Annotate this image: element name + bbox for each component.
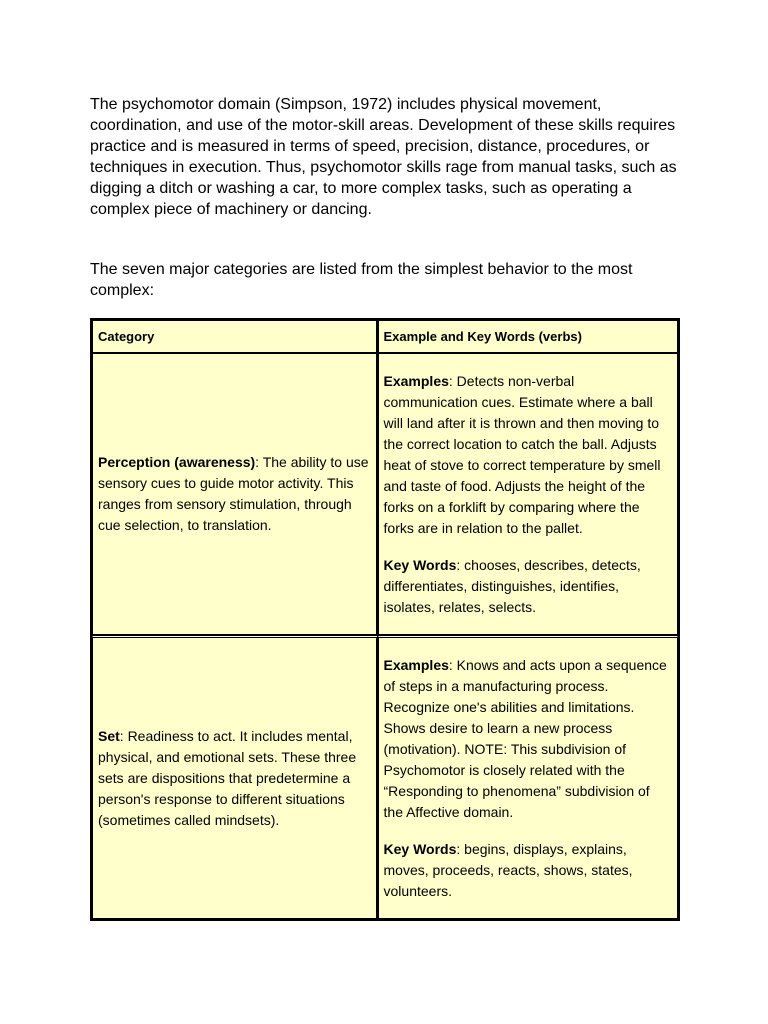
intro-paragraph-2: The seven major categories are listed from the simplest behavior to the most complex:	[90, 261, 633, 299]
category-title: Perception (awareness)	[98, 454, 256, 470]
category-description: : Readiness to act. It includes mental, physical, and emotional sets. These three sets are dispositions that predetermine a person's response to different situations (sometimes called mindsets).	[98, 727, 357, 828]
keywords-paragraph	[384, 555, 672, 618]
examples-paragraph	[384, 371, 672, 539]
examples-text: : Detects non-verbal communication cues. Estimate where a ball will land after it is thrown and then moving to the correct location to catch the ball. Adjusts heat of stove to correct temperature by smell and taste of food. Adjusts the height of the forks on a forklift by comparing where the forks are in relation to the pallet.	[383, 372, 661, 536]
keywords-label: Key Words	[383, 840, 457, 857]
examples-cell	[378, 353, 678, 635]
keywords-text: : begins, displays, explains, moves, proceeds, reacts, shows, states, volunteers.	[383, 840, 633, 899]
keywords-paragraph	[384, 839, 672, 902]
examples-paragraph	[384, 655, 672, 823]
psychomotor-categories-table	[90, 318, 680, 921]
category-title: Set	[98, 727, 120, 744]
keywords-text: : chooses, describes, detects, differentiates, distinguishes, identifies, isolates, relates, selects.	[383, 556, 641, 615]
table-header-row	[92, 320, 678, 353]
table-row	[92, 635, 678, 919]
examples-cell	[378, 635, 678, 919]
table-row	[92, 353, 678, 635]
header-examples: Example and Key Words (verbs)	[378, 320, 678, 353]
header-category: Category	[92, 320, 378, 353]
keywords-label: Key Words	[383, 556, 457, 573]
intro-paragraph-1: The psychomotor domain (Simpson, 1972) includes physical movement, coordination, and use of the motor-skill areas. Development of these skills requires practice and is measured in terms of speed, precision, distance, procedures, or techniques in execution. Thus, psychomotor skills rage from manual tasks, such as digging a ditch or washing a car, to more complex tasks, such as operating a complex piece of machinery or dancing.	[90, 96, 677, 218]
examples-label: Examples	[383, 372, 449, 389]
psychomotor-table-container	[90, 318, 680, 921]
category-cell	[92, 353, 378, 635]
category-description: : The ability to use sensory cues to guide motor activity. This ranges from sensory stimulation, through cue selection, to translation.	[98, 454, 369, 533]
examples-label: Examples	[383, 656, 449, 673]
category-cell	[92, 635, 378, 919]
examples-text: : Knows and acts upon a sequence of steps in a manufacturing process. Recognize one's abilities and limitations. Shows desire to learn a new process (motivation). NOTE: This subdivision of Psychomotor is closely related with the “Responding to phenomena” subdivision of the Affective domain.	[383, 656, 667, 820]
